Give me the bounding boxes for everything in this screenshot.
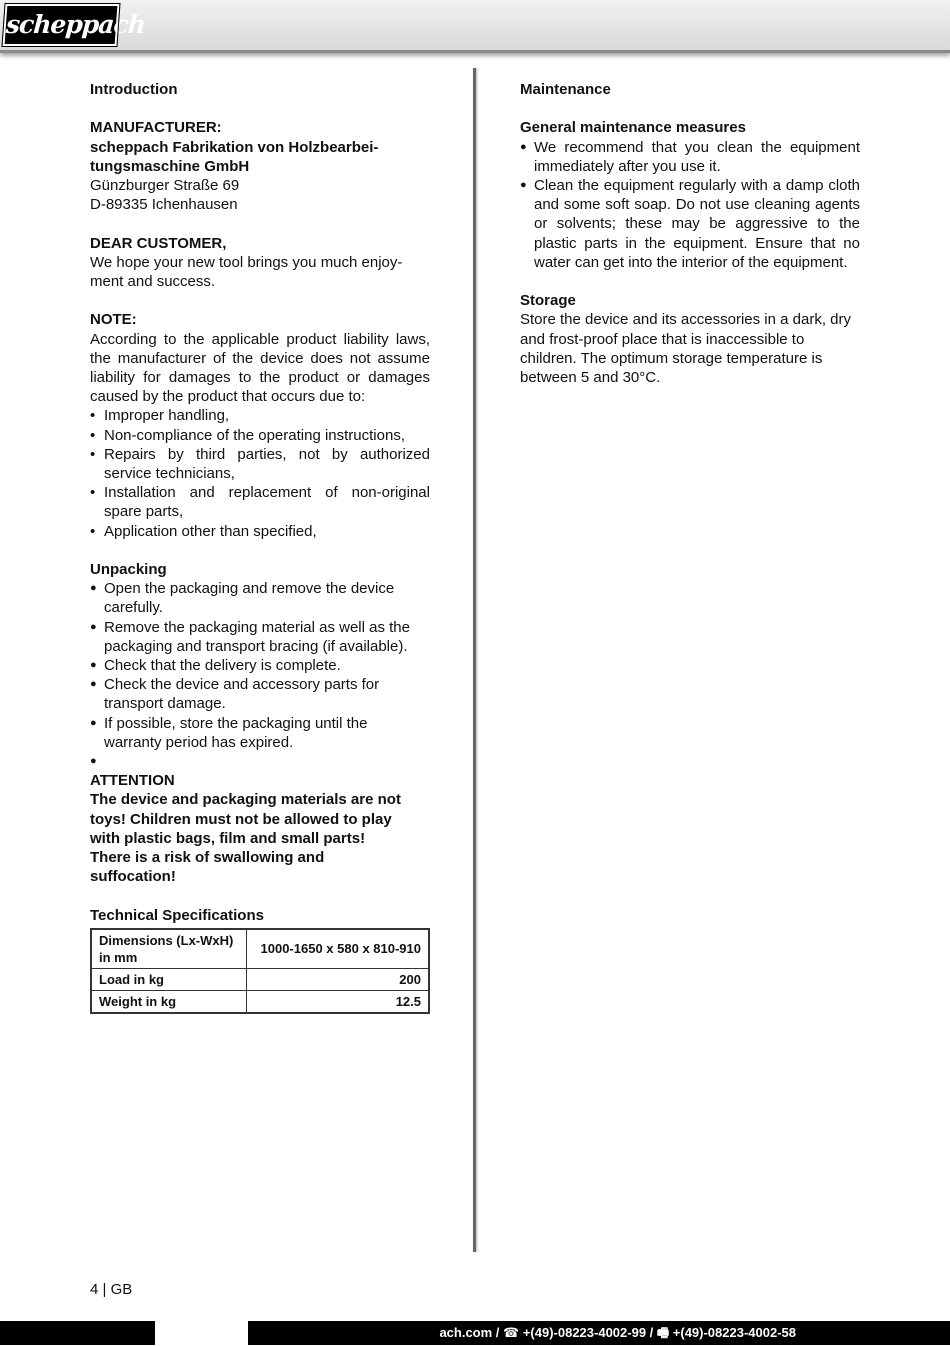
page-number: 4 | GB xyxy=(90,1281,133,1298)
column-divider xyxy=(473,68,476,1252)
attention-text: The device and packaging materials are not toys! Children must not be allowed to play with plastic bags, film and small parts! There is a risk of swallowing and suffocation! xyxy=(90,791,401,886)
manufacturer-name-line-1: scheppach Fabrikation von Holzbearbei- xyxy=(90,138,379,156)
list-item: ● If possible, store the packaging until the warranty period has expired. xyxy=(90,714,420,752)
right-column xyxy=(520,80,860,387)
storage-heading: Storage xyxy=(520,292,576,310)
table-row xyxy=(91,929,429,969)
empty-bullet xyxy=(90,752,430,771)
list-item: ● Check that the delivery is complete. xyxy=(90,656,420,675)
footer-contact: ach.com / ☎ +(49)-08223-4002-99 / 🖷 +(49)-08223-4002-58 xyxy=(439,1325,796,1340)
list-item: ● Open the packaging and remove the device carefully. xyxy=(90,579,420,617)
spec-value: 1000-1650 x 580 x 810-910 xyxy=(247,929,430,969)
attention-label: ATTENTION xyxy=(90,772,175,790)
footer-white-block xyxy=(155,1321,248,1345)
spec-heading: Technical Specifications xyxy=(90,906,264,924)
unpacking-heading: Unpacking xyxy=(90,561,167,579)
spec-value: 200 xyxy=(247,968,430,990)
wish-line-2: ment and success. xyxy=(90,273,216,290)
spec-label: Dimensions (Lx-WxH) in mm xyxy=(91,929,247,969)
liability-list xyxy=(90,406,430,540)
spec-value: 12.5 xyxy=(247,990,430,1013)
spec-label: Load in kg xyxy=(91,968,247,990)
unpacking-list xyxy=(90,579,420,752)
list-item: • Improper handling, xyxy=(90,406,430,425)
table-row xyxy=(91,990,429,1013)
note-text: According to the applicable product liability laws, the manufacturer of the device does not assume liability for damages to the product or damages caused by the product that occurs due to: xyxy=(90,330,430,406)
manufacturer-city: D-89335 Ichenhausen xyxy=(90,196,238,214)
list-item: ● Check the device and accessory parts for transport damage. xyxy=(90,675,420,713)
wish-line-1: We hope your new tool brings you much enjoy- xyxy=(90,253,403,271)
list-item: ● We recommend that you clean the equipment immediately after you use it. xyxy=(520,138,860,176)
list-item: ● Clean the equipment regularly with a damp cloth and some soft soap. Do not use cleaning agents or solvents; these may be aggressive to the plastic parts in the equipment. Ensure that no water can get into the interior of the equipment. xyxy=(520,176,860,272)
storage-text: Store the device and its accessories in a dark, dry and frost-proof place that is inaccessible to children. The optimum storage temperature is between 5 and 30°C. xyxy=(520,311,851,387)
dear-customer: DEAR CUSTOMER, xyxy=(90,234,227,252)
note-label: NOTE: xyxy=(90,311,137,329)
manufacturer-name-line-2: tungsmaschine GmbH xyxy=(90,157,250,175)
maintenance-heading: Maintenance xyxy=(520,81,611,98)
list-item: • Repairs by third parties, not by authorized service technicians, xyxy=(90,445,430,483)
left-column xyxy=(90,80,430,1014)
manufacturer-street: Günzburger Straße 69 xyxy=(90,177,240,194)
spec-table xyxy=(90,928,430,1014)
list-item: • Non-compliance of the operating instructions, xyxy=(90,426,430,445)
list-item: • Installation and replacement of non-original spare parts, xyxy=(90,483,430,521)
maintenance-list xyxy=(520,138,860,272)
list-item: ● Remove the packaging material as well as the packaging and transport bracing (if available). xyxy=(90,618,420,656)
intro-heading: Introduction xyxy=(90,81,178,98)
scheppach-logo: scheppach xyxy=(3,4,120,46)
spec-label: Weight in kg xyxy=(91,990,247,1013)
manufacturer-label: MANUFACTURER: xyxy=(90,119,222,137)
list-item: • Application other than specified, xyxy=(90,522,430,541)
table-row xyxy=(91,968,429,990)
general-maintenance-heading: General maintenance measures xyxy=(520,119,746,137)
